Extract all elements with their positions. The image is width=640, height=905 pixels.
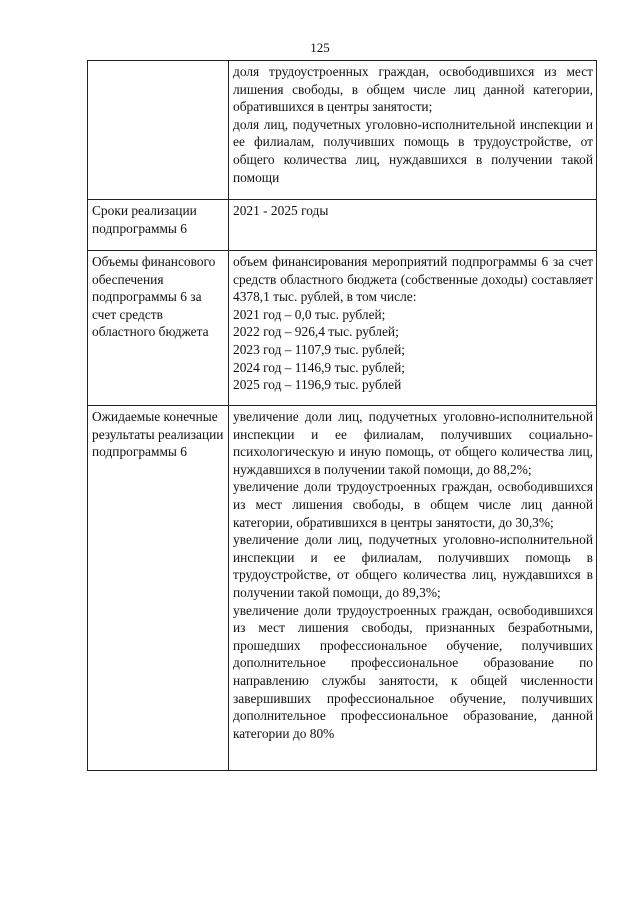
table-row-financing bbox=[88, 251, 597, 406]
financing-year-line: 2021 год – 0,0 тыс. рублей; bbox=[233, 306, 386, 322]
passport-table bbox=[87, 60, 597, 771]
financing-year-line: 2024 год – 1146,9 тыс. рублей; bbox=[233, 359, 405, 375]
financing-label-cell: Объемы финансового обеспечения подпрограммы 6 за счет средств областного бюджета bbox=[88, 251, 229, 406]
indicator-line: доля трудоустроенных граждан, освободившихся из мест лишения свободы, в общем числе лиц данной категории, обратившихся в центры занятости; bbox=[233, 64, 593, 115]
results-content-cell bbox=[229, 406, 597, 771]
table-row-terms bbox=[88, 200, 597, 251]
indicator-line: доля лиц, подучетных уголовно-исполнительной инспекции и ее филиалам, получивших помощь в трудоустройстве, от общего количества лиц, нуждавшихся в получении такой помощи bbox=[233, 116, 593, 185]
financing-year-line: 2022 год – 926,4 тыс. рублей; bbox=[233, 324, 399, 340]
table-row-results bbox=[88, 406, 597, 771]
table-row-continuation bbox=[88, 61, 597, 200]
financing-year-line: 2025 год – 1196,9 тыс. рублей bbox=[233, 377, 402, 393]
financing-year-line: 2023 год – 1107,9 тыс. рублей; bbox=[233, 341, 405, 357]
continuation-label-cell bbox=[88, 61, 229, 200]
result-item: увеличение доли трудоустроенных граждан, освободившихся из мест лишения свободы, признанных безработными, прошедших профессиональное обучение, получивших дополнительное профессиональное образование по направлению службы занятости, к общей численности завершивших профессиональное обучение, получивших дополнительное профессиональное образование, данной категории до 80% bbox=[233, 602, 593, 741]
result-item: увеличение доли лиц, подучетных уголовно-исполнительной инспекции и ее филиалам, получивших социально-психологическую и иную помощь, от общего количества лиц, нуждавшихся в получении такой помощи, до 88,2%; bbox=[233, 409, 593, 477]
financing-intro: объем финансирования мероприятий подпрограммы 6 за счет средств областного бюджета (собственные доходы) составляет 4378,1 тыс. рублей, в том числе: bbox=[233, 254, 593, 305]
page-number: 125 bbox=[310, 40, 330, 55]
results-label-cell: Ожидаемые конечные результаты реализации подпрограммы 6 bbox=[88, 406, 229, 771]
continuation-content-cell bbox=[229, 61, 597, 200]
terms-value-cell: 2021 - 2025 годы bbox=[229, 200, 597, 251]
result-item: увеличение доли лиц, подучетных уголовно-исполнительной инспекции и ее филиалам, получивших помощь в трудоустройстве, от общего количества лиц, нуждавшихся в получении такой помощи, до 89,3%; bbox=[233, 532, 593, 600]
terms-label-cell: Сроки реализации подпрограммы 6 bbox=[88, 200, 229, 251]
result-item: увеличение доли трудоустроенных граждан, освободившихся из мест лишения свободы, в общем числе лиц данной категории, обратившихся в центры занятости, до 30,3%; bbox=[233, 479, 593, 530]
financing-content-cell bbox=[229, 251, 597, 406]
